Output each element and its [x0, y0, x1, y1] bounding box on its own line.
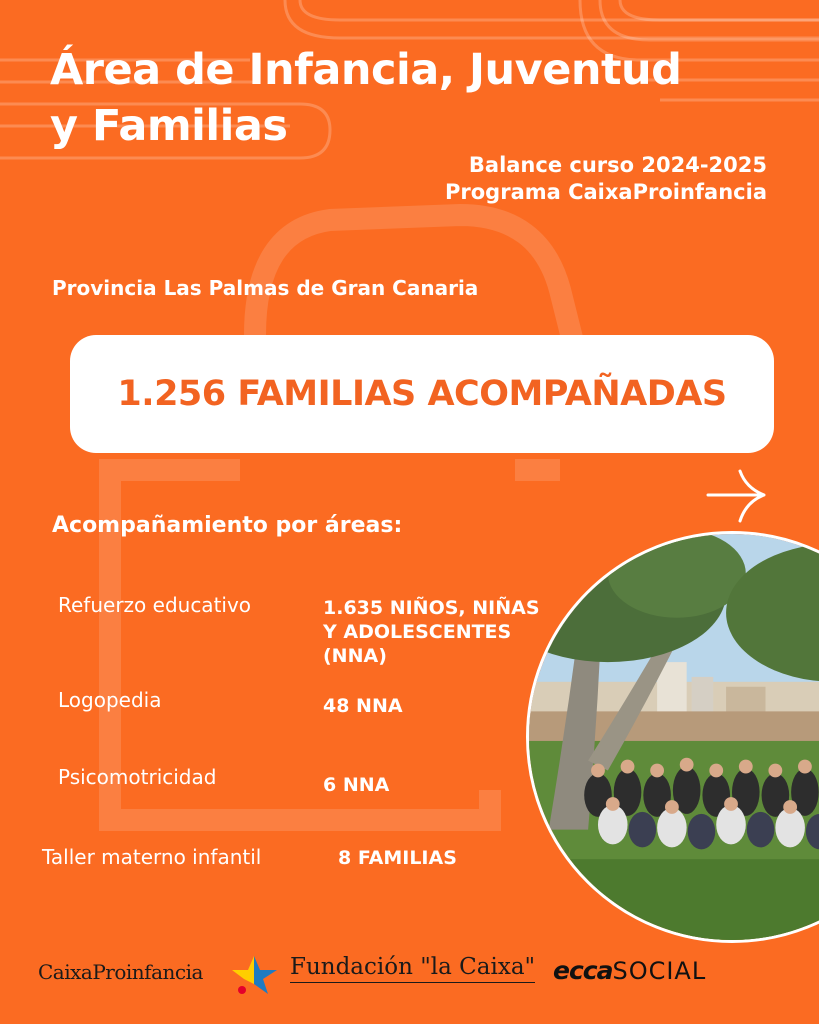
highlight-text: 1.256 FAMILIAS ACOMPAÑADAS — [117, 374, 727, 414]
group-photo — [526, 531, 819, 943]
footer-logos — [0, 948, 819, 1008]
fundacion-la-caixa-logo: Fundación "la Caixa" — [290, 954, 535, 983]
page-title — [50, 42, 790, 154]
ecca-logo-bold: ecca — [553, 956, 613, 985]
province-heading: Provincia Las Palmas de Gran Canaria — [52, 276, 479, 300]
title-line-2: y Familias — [50, 101, 288, 151]
subtitle-line-2: Programa CaixaProinfancia — [445, 180, 767, 204]
title-line-1: Área de Infancia, Juventud — [50, 45, 682, 95]
la-caixa-star-icon — [230, 954, 280, 996]
subtitle — [445, 152, 767, 206]
area-label-psicomotricidad: Psicomotricidad — [58, 765, 217, 789]
area-value-refuerzo — [323, 596, 540, 668]
area-label-refuerzo: Refuerzo educativo — [58, 593, 252, 617]
ecca-social-logo — [553, 956, 706, 985]
areas-title: Acompañamiento por áreas: — [52, 513, 403, 538]
arrow-right-icon — [706, 468, 768, 524]
subtitle-line-1: Balance curso 2024-2025 — [468, 153, 767, 177]
area-value-refuerzo-line-2: Y ADOLESCENTES — [323, 621, 512, 643]
area-label-logopedia: Logopedia — [58, 688, 162, 712]
ecca-logo-social: SOCIAL — [612, 957, 707, 985]
area-value-logopedia: 48 NNA — [323, 695, 403, 717]
area-value-refuerzo-line-3: (NNA) — [323, 645, 387, 667]
caixaproinfancia-logo: CaixaProinfancia — [38, 960, 203, 984]
highlight-box — [70, 335, 774, 453]
area-label-taller: Taller materno infantil — [42, 845, 262, 869]
area-value-refuerzo-line-1: 1.635 NIÑOS, NIÑAS — [323, 597, 540, 619]
area-value-taller: 8 FAMILIAS — [338, 847, 457, 869]
area-value-psicomotricidad: 6 NNA — [323, 774, 390, 796]
